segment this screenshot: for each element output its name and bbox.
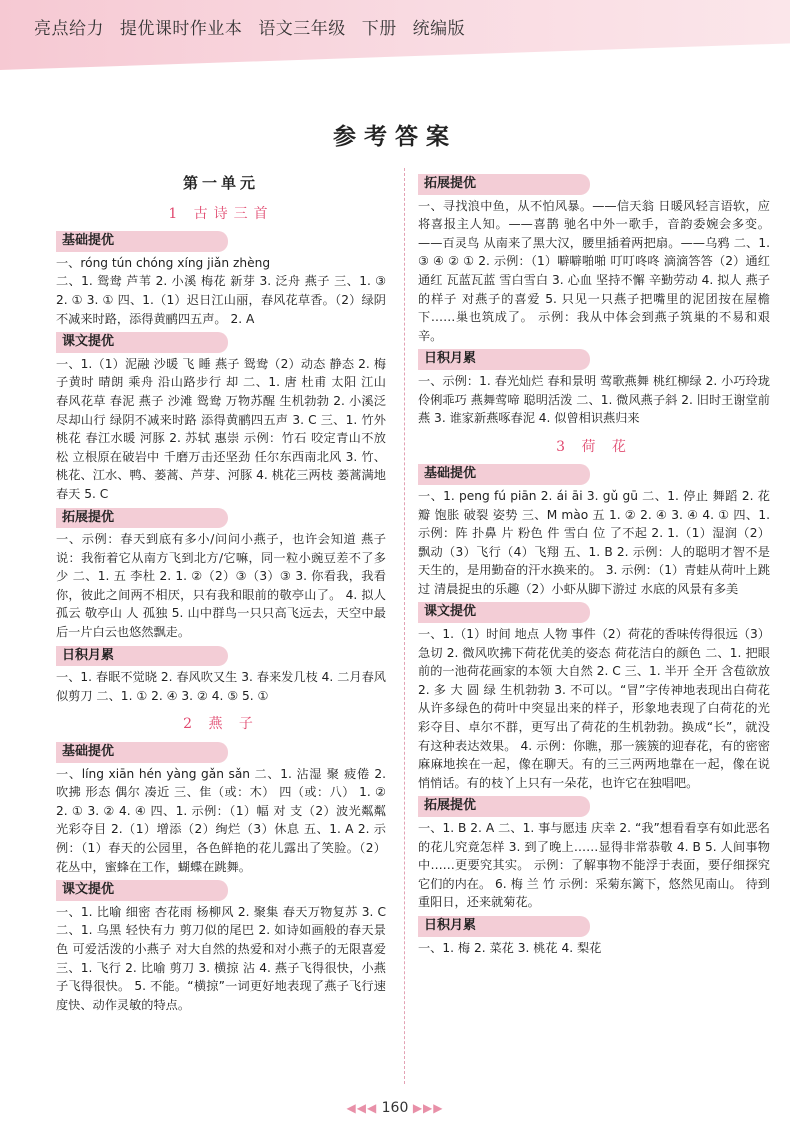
header-item: 统编版 (412, 19, 466, 39)
section-heading: 日积月累 (418, 916, 590, 937)
section-heading: 拓展提优 (418, 174, 590, 195)
header-item: 亮点给力 (34, 19, 104, 39)
answer-paragraph: 一、1.（1）泥融 沙暖 飞 睡 燕子 鸳鸯（2）动态 静态 2. 梅子黄时 晴朗 乘舟 沿山路步行 却 二、1. 唐 杜甫 太阳 江山 春风花草 春泥 燕子 沙滩 鸳鸯 万物苏醒 生机勃勃 2. 小溪泛尽却山行 绿阴不减来时路 添得黄鹂四五声 3. C 三、1. 竹外桃花 春江水暖 河豚 2. 苏轼 惠崇 示例：竹石 咬定青山不放松 立根原在破岩中 千磨万击还坚劲 任尔东西南北风 3. 竹、桃花、江水、鸭、蒌蒿、芦芽、河豚 4. 桃花三两枝 蒌蒿满地 春天 5. C (56, 356, 386, 501)
section-heading: 拓展提优 (56, 508, 228, 529)
lesson-title: 2 燕 子 (183, 716, 259, 733)
answer-paragraph: 一、róng tún chóng xíng jiǎn zhèng (56, 255, 271, 270)
page-title: 参考答案 (333, 123, 457, 150)
answer-paragraph: 一、1. peng fú piān 2. ái āi 3. gǔ gū 二、1. 停止 舞蹈 2. 花瓣 饱胀 破裂 姿势 三、M mào 五 1. ② 2. ④ 3. ④ 4. ① 四、1. 示例：阵 扑鼻 片 粉色 件 雪白 位 了不起 2. 1.（1）湿润（2）飘动（3）飞行（4）飞翔 五、1. B 2. 示例：人的聪明才智不是天生的，是用勤奋的汗水换来的。 3. 示例：（1）青蛙从荷叶上跳过 清晨捉虫的乐趣（2）小虾从脚下游过 水底的风景有多美 (418, 488, 770, 596)
answer-paragraph: 一、1.（1）时间 地点 人物 事件（2）荷花的香味传得很远（3）急切 2. 微风吹拂下荷花优美的姿态 荷花洁白的颜色 二、1. 把眼前的一池荷花画家的本领 大自然 2. C 三、1. 半开 全开 含苞欲放 2. 多 大 圆 绿 生机勃勃 3. 不可以。“冒”字传神地表现出白荷花从许多绿色的荷叶中突显出来的样子，形象地表现了白荷花的光彩夺目、卓尔不群，更写出了荷花的生机勃勃。换成“长”，就没有这种表达效果。 4. 示例：你瞧，那一簇簇的迎春花，有的密密麻麻地挨在一起，像在聊天。有的三三两两地靠在一起，像在说悄悄话。有的枝丫上只有一朵花，也许它在独唱吧。 (418, 627, 770, 790)
section-heading: 拓展提优 (418, 796, 590, 817)
section-heading: 日积月累 (418, 349, 590, 370)
unit-title: 第一单元 (182, 174, 259, 192)
page-number: 160 (381, 1100, 409, 1116)
left-column (56, 170, 386, 1014)
arrow-right-icon: ▶▶▶ (412, 1101, 444, 1115)
answer-paragraph: 一、1. 梅 2. 菜花 3. 桃花 4. 梨花 (418, 940, 602, 955)
answer-paragraph: 一、1. 比喻 细密 杏花雨 杨柳风 2. 聚集 春天万物复苏 3. C 二、1. 乌黑 轻快有力 剪刀似的尾巴 2. 如诗如画般的春天景色 可爱活泼的小燕子 对大自然的热爱和对小燕子的无限喜爱 三、1. 飞行 2. 比喻 剪刀 3. 横掠 沾 4. 燕子飞得很快，小燕子飞得很快。 5. 不能。“横掠”一词更好地表现了燕子飞行速度快、动作灵敏的特点。 (56, 904, 386, 1012)
header-item: 语文三年级 (258, 19, 346, 39)
section-heading: 基础提优 (56, 742, 228, 763)
answer-paragraph: 一、líng xiān hén yàng gǎn sǎn 二、1. 沾湿 聚 疲倦 2. 吹拂 形态 偶尔 凑近 三、隹（或：木） 四（或：八） 1. ② 2. ① 3. ② 4. ④ 四、1. 示例：（1）幅 对 支（2）波光粼粼 光彩夺目 2.（1）增添（2）绚烂（3）休息 五、1. A 2. 示例：（1）春天的公园里，各色鲜艳的花儿露出了笑脸。（2）花丛中，蜜蜂在工作，蝴蝶在跳舞。 (56, 766, 386, 874)
answer-paragraph: 一、示例：春天到底有多小/问问小燕子，也许会知道 燕子说：我衔着它从南方飞到北方/它嘛，同一粒小豌豆差不了多少 二、1. 五 李杜 2. 1. ②（2）③（3）③ 3. 你看我，我看你，彼此之间两不相厌，只有我和眼前的敬亭山了。 4. 拟人 孤云 敬亭山 人 孤独 5. 山中群鸟一只只高飞远去，天空中最后一片白云也悠然飘走。 (56, 532, 386, 640)
section-heading: 基础提优 (418, 464, 590, 485)
section-heading: 基础提优 (56, 231, 228, 252)
lesson-title: 1 古诗三首 (168, 205, 274, 222)
right-column (418, 170, 770, 957)
section-heading: 课文提优 (418, 602, 590, 623)
page-footer (0, 1100, 790, 1116)
answer-paragraph: 二、1. 鸳鸯 芦苇 2. 小溪 梅花 新芽 3. 泛舟 燕子 三、1. ③ 2. ① 3. ① 四、1.（1）迟日江山丽，春风花草香。（2）绿阴不减来时路，添得黄鹂四五声。 2. A (56, 274, 386, 326)
header-series-title (34, 14, 475, 39)
answer-paragraph: 一、示例：1. 春光灿烂 春和景明 莺歌燕舞 桃红柳绿 2. 小巧玲珑 伶俐乖巧 燕舞莺啼 聪明活泼 二、1. 微风燕子斜 2. 旧时王谢堂前燕 3. 谁家新燕啄春泥 4. 似曾相识燕归来 (418, 373, 770, 426)
section-heading: 课文提优 (56, 332, 228, 353)
answer-paragraph: 一、1. B 2. A 二、1. 事与愿违 庆幸 2. “我”想看看享有如此恶名的花儿究竟怎样 3. 到了晚上……显得非常恭敬 4. B 5. 人间事物中……更要究其实。 示例：了解事物不能浮于表面，要仔细探究它们的内在。 6. 梅 兰 竹 示例：采菊东篱下，悠然见南山。 待到重阳日，还来就菊花。 (418, 821, 770, 910)
header-item: 下册 (361, 19, 397, 39)
header-item: 提优课时作业本 (119, 19, 243, 39)
answer-paragraph: 一、1. 春眠不觉晓 2. 春风吹又生 3. 春来发几枝 4. 二月春风似剪刀 二、1. ① 2. ④ 3. ② 4. ⑤ 5. ① (56, 670, 386, 703)
section-heading: 日积月累 (56, 646, 228, 667)
column-divider (404, 168, 405, 1084)
lesson-title: 3 荷 花 (556, 438, 632, 455)
answer-paragraph: 一、寻找浪中鱼，从不怕风暴。——信天翁 日暖风轻言语软，应将喜报主人知。——喜鹊 驰名中外一歌手，音韵委婉会多变。——百灵鸟 从南来了黑大汉，腰里插着两把扇。——乌鸦 二、1. ③ ④ ② ① 2. 示例：（1）噼噼啪啪 叮叮咚咚 滴滴答答（2）通红通红 瓦蓝瓦蓝 雪白雪白 3. 心血 坚持不懈 辛勤劳动 4. 拟人 燕子的样子 对燕子的喜爱 5. 只见一只燕子把嘴里的泥团按在屋檐下……巢也筑成了。 示例：我从中体会到燕子筑巢的不易和艰辛。 (418, 198, 770, 343)
section-heading: 课文提优 (56, 880, 228, 901)
arrow-left-icon: ◀◀◀ (346, 1101, 378, 1115)
